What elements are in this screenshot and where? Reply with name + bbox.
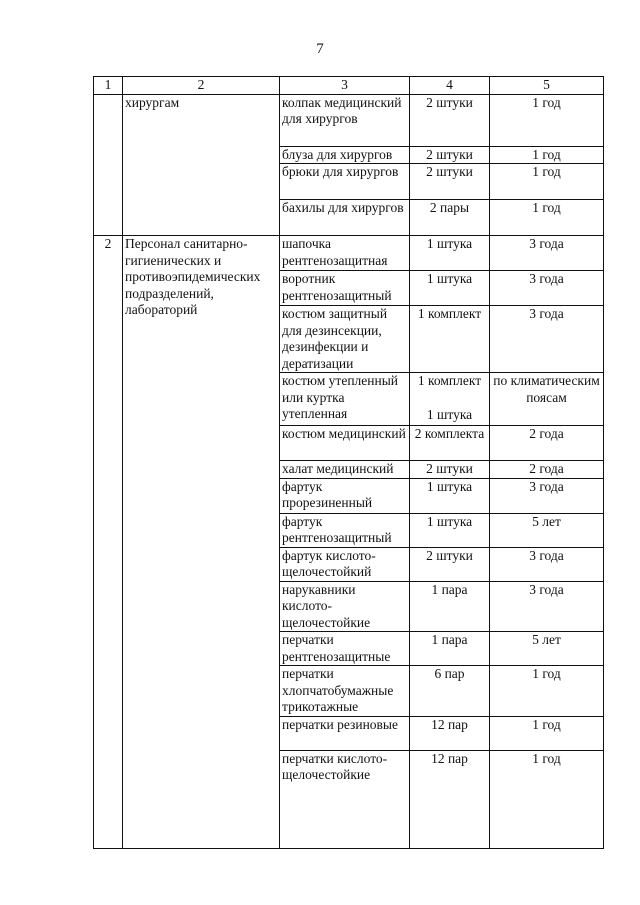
item-quantity-value: 2 штуки <box>426 146 473 162</box>
item-quantity-value: 6 пар <box>434 666 465 681</box>
item-name: шапочка рентгенозащитная <box>280 236 410 271</box>
item-name: брюки для хирургов <box>280 164 410 200</box>
item-quantity <box>410 426 490 461</box>
item-name: фартук рентгенозащитный <box>280 513 410 547</box>
table-body <box>94 77 604 849</box>
item-wear-term: 3 года <box>490 271 604 306</box>
item-quantity-value: 2 штуки <box>426 461 473 476</box>
item-wear-term: 1 год <box>490 750 604 848</box>
item-quantity <box>410 306 490 373</box>
item-name: костюм медицинский <box>280 426 410 461</box>
item-quantity <box>410 200 490 236</box>
item-quantity-value: 12 пар <box>431 716 468 732</box>
item-wear-term: 3 года <box>490 581 604 632</box>
item-quantity-value: 1 штука <box>426 513 473 529</box>
item-quantity-alt-value: 1 штука <box>426 406 473 422</box>
item-quantity <box>410 271 490 306</box>
item-wear-term: 1 год <box>490 666 604 717</box>
table-row <box>94 94 604 146</box>
item-name: халат медицинский <box>280 461 410 479</box>
clothing-norms-table <box>93 76 604 849</box>
item-name: костюм защитный для дезинсекции, дезинфекции и дератизации <box>280 306 410 373</box>
item-quantity-value: 2 штуки <box>426 164 473 179</box>
item-quantity <box>410 236 490 271</box>
item-quantity <box>410 666 490 717</box>
item-name: блуза для хирургов <box>280 146 410 164</box>
item-name: перчатки рентгенозащитные <box>280 632 410 666</box>
item-quantity-value: 1 штука <box>426 478 473 494</box>
item-name: перчатки резиновые <box>280 716 410 750</box>
item-wear-term: 1 год <box>490 716 604 750</box>
item-wear-term: 3 года <box>490 478 604 513</box>
item-quantity-value: 12 пар <box>431 750 468 766</box>
item-wear-term: 3 года <box>490 306 604 373</box>
item-quantity <box>410 478 490 513</box>
column-header: 4 <box>410 77 490 95</box>
column-header: 3 <box>280 77 410 95</box>
item-quantity-value: 1 пара <box>431 581 468 597</box>
item-quantity-value: 2 штуки <box>426 94 473 110</box>
column-header: 5 <box>490 77 604 95</box>
item-name: бахилы для хирургов <box>280 200 410 236</box>
item-wear-term: по климатическим поясам <box>490 373 604 426</box>
item-quantity <box>410 513 490 547</box>
item-quantity-value: 1 комплект <box>417 306 482 321</box>
item-name: нарукавники кислото-щелочестойкие <box>280 581 410 632</box>
item-wear-term: 5 лет <box>490 632 604 666</box>
item-quantity <box>410 632 490 666</box>
group-number <box>94 94 123 236</box>
item-quantity <box>410 547 490 581</box>
column-header: 2 <box>123 77 280 95</box>
item-wear-term: 2 года <box>490 461 604 479</box>
item-wear-term: 1 год <box>490 146 604 164</box>
column-header: 1 <box>94 77 123 95</box>
item-quantity <box>410 164 490 200</box>
item-name: колпак медицинский для хирургов <box>280 94 410 146</box>
item-quantity <box>410 94 490 146</box>
item-wear-term: 5 лет <box>490 513 604 547</box>
item-name: костюм утепленный или куртка утепленная <box>280 373 410 426</box>
item-wear-term: 1 год <box>490 200 604 236</box>
item-quantity-value: 2 комплекта <box>414 426 485 441</box>
item-name: фартук кислото-щелочестойкий <box>280 547 410 581</box>
group-category: Персонал санитарно-гигиенических и противоэпидемических подразделений, лабораторий <box>123 236 280 849</box>
item-quantity-value: 2 штуки <box>426 547 473 563</box>
item-quantity-value: 1 штука <box>426 271 473 286</box>
item-quantity-value: 1 пара <box>431 632 468 647</box>
item-name: фартук прорезиненный <box>280 478 410 513</box>
item-quantity-value: 1 штука <box>426 236 473 251</box>
table-header-row <box>94 77 604 95</box>
item-quantity <box>410 716 490 750</box>
item-quantity-value: 1 комплект <box>417 373 482 388</box>
item-quantity <box>410 581 490 632</box>
item-quantity <box>410 373 490 426</box>
table-row <box>94 236 604 271</box>
group-number: 2 <box>94 236 123 849</box>
item-quantity <box>410 461 490 479</box>
item-wear-term: 1 год <box>490 164 604 200</box>
item-wear-term: 2 года <box>490 426 604 461</box>
item-quantity <box>410 146 490 164</box>
page-number: 7 <box>316 41 324 57</box>
item-quantity-value: 2 пары <box>429 200 470 215</box>
item-wear-term: 3 года <box>490 547 604 581</box>
group-category: хирургам <box>123 94 280 236</box>
item-name: перчатки кислото-щелочестойкие <box>280 750 410 848</box>
item-name: воротник рентгенозащитный <box>280 271 410 306</box>
item-quantity <box>410 750 490 848</box>
item-wear-term: 1 год <box>490 94 604 146</box>
item-wear-term: 3 года <box>490 236 604 271</box>
item-name: перчатки хлопчатобумажные трикотажные <box>280 666 410 717</box>
